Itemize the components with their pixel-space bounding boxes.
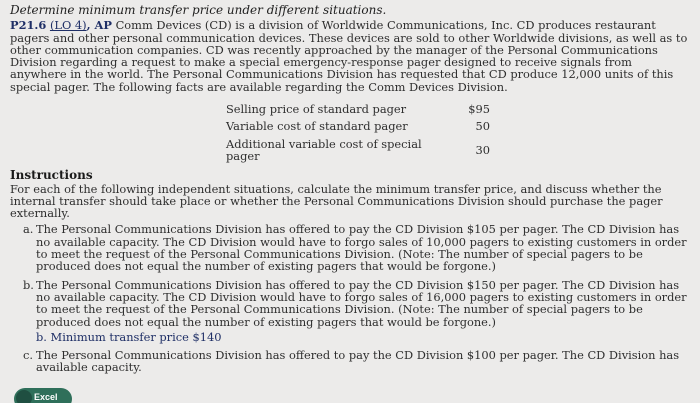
- item-marker: c.: [23, 348, 34, 363]
- instructions-title: Instructions: [10, 168, 93, 183]
- fact-label: Selling price of standard pager: [226, 102, 407, 117]
- item-text: The Personal Communications Division has offered to pay the CD Division $150 per pager. The CD Division has no available capacity. The CD Division would have to forgo sales of 16,000 pagers to existing customers in order to meet the request of the Personal Communications Division. (Note: The number of special pagers to be produced does not equal the number of existing pagers that would be forgone.): [36, 277, 687, 329]
- item-marker: a.: [23, 222, 34, 237]
- table-row: [226, 120, 490, 137]
- learning-objective-link[interactable]: (LO 4): [49, 18, 87, 33]
- ap-tag: , AP: [86, 18, 112, 33]
- handwritten-answer: b. Minimum transfer price $140: [36, 329, 222, 344]
- problem-text: Comm Devices (CD) is a division of Worldwide Communications, Inc. CD produces restaurant pagers and other personal communication devices. These devices are sold to other Worldwide divisions, as well as to other communication companies. CD was recently approached by the manager of the Personal Communications Division regarding a request to make a special emergency-response pager designed to receive signals from anywhere in the world. The Personal Communications Division has requested that CD produce 12,000 units of this special pager. The following facts are available regarding the Comm Devices Division.: [10, 18, 688, 94]
- excel-button[interactable]: [14, 388, 72, 403]
- list-item: [10, 279, 696, 328]
- excel-label: Excel: [34, 392, 58, 402]
- problem-id: P21.6: [10, 18, 47, 33]
- table-row: [226, 138, 490, 168]
- fact-label: Additional variable cost of special pager: [226, 136, 422, 163]
- fact-label: Variable cost of standard pager: [226, 119, 408, 134]
- list-item: [10, 349, 696, 374]
- item-text: The Personal Communications Division has offered to pay the CD Division $100 per pager. The CD Division has available capacity.: [36, 348, 680, 375]
- facts-table: [226, 103, 490, 167]
- problem-statement: [10, 19, 688, 93]
- excel-icon: [16, 390, 32, 403]
- table-row: [226, 103, 490, 120]
- item-marker: b.: [23, 277, 34, 292]
- situations-list: [10, 223, 690, 373]
- fact-value: 30: [475, 142, 490, 157]
- problem-heading: Determine minimum transfer price under different situations.: [10, 3, 387, 17]
- instructions-text: For each of the following independent situations, calculate the minimum transfer price, and discuss whether the internal transfer should take place or whether the Personal Communications Division should purchase the pager externally.: [10, 181, 663, 221]
- fact-value: 50: [475, 119, 490, 134]
- fact-value: $95: [468, 102, 490, 117]
- list-item: [10, 223, 696, 272]
- item-text: The Personal Communications Division has offered to pay the CD Division $105 per pager. The CD Division has no available capacity. The CD Division would have to forgo sales of 10,000 pagers to existing customers in order to meet the request of the Personal Communications Division. (Note: The number of special pagers to be produced does not equal the number of existing pagers that would be forgone.): [36, 222, 687, 274]
